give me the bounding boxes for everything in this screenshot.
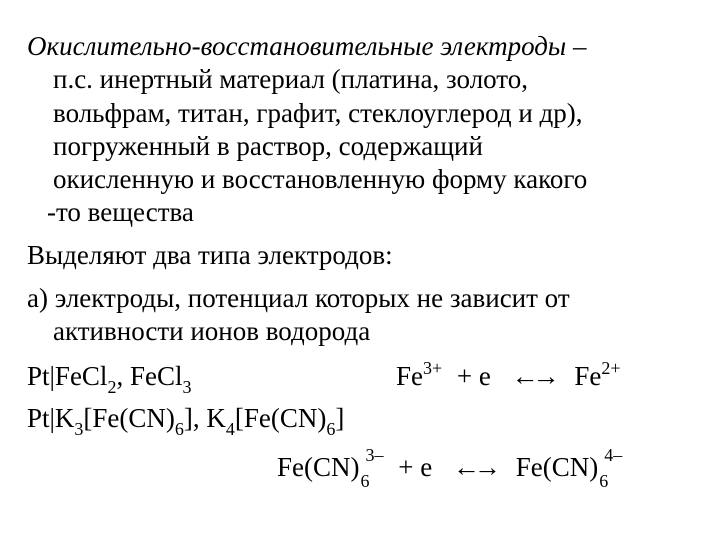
definition-line-4: окисленную и восстановленную форму какого [53,164,588,194]
types-heading: Выделяют два типа электродов: [27,240,393,270]
equilibrium-arrow-2: ←→ [452,452,495,482]
electrode-1-reaction: $Fe^{3+} + e$ ←→ $Fe^{2+}$ [396,358,621,391]
definition-line-1: п.с. инертный материал (платина, золото, [53,64,529,94]
definition-line-3: погруженный в раствор, содержащий [53,131,483,161]
electrode-2-reaction: Fe(CN) 6 3– + e ←→ Fe(CN) 6 4– [277,445,623,491]
equilibrium-arrow: ←→ [511,361,554,391]
definition-term: Окислительно-восстановительные электроды [27,31,567,61]
electrode-2-formula: $Pt|K_3[Fe(CN)_6]$, $K_4[Fe(CN)_6]$ [27,403,345,439]
type-a-line-1: а) электроды, потенциал которых не зависит от [27,283,570,313]
definition-dash: – [572,31,587,61]
definition-line-2: вольфрам, титан, графит, стеклоуглерод и др), [53,98,583,128]
definition-line-5: -то вещества [47,197,194,227]
electrode-1-formula: Pt|FeCl$_2$, FeCl$_3$ [27,361,192,397]
definition-title-line [27,30,586,62]
type-a-line-2: активности ионов водорода [53,316,371,346]
